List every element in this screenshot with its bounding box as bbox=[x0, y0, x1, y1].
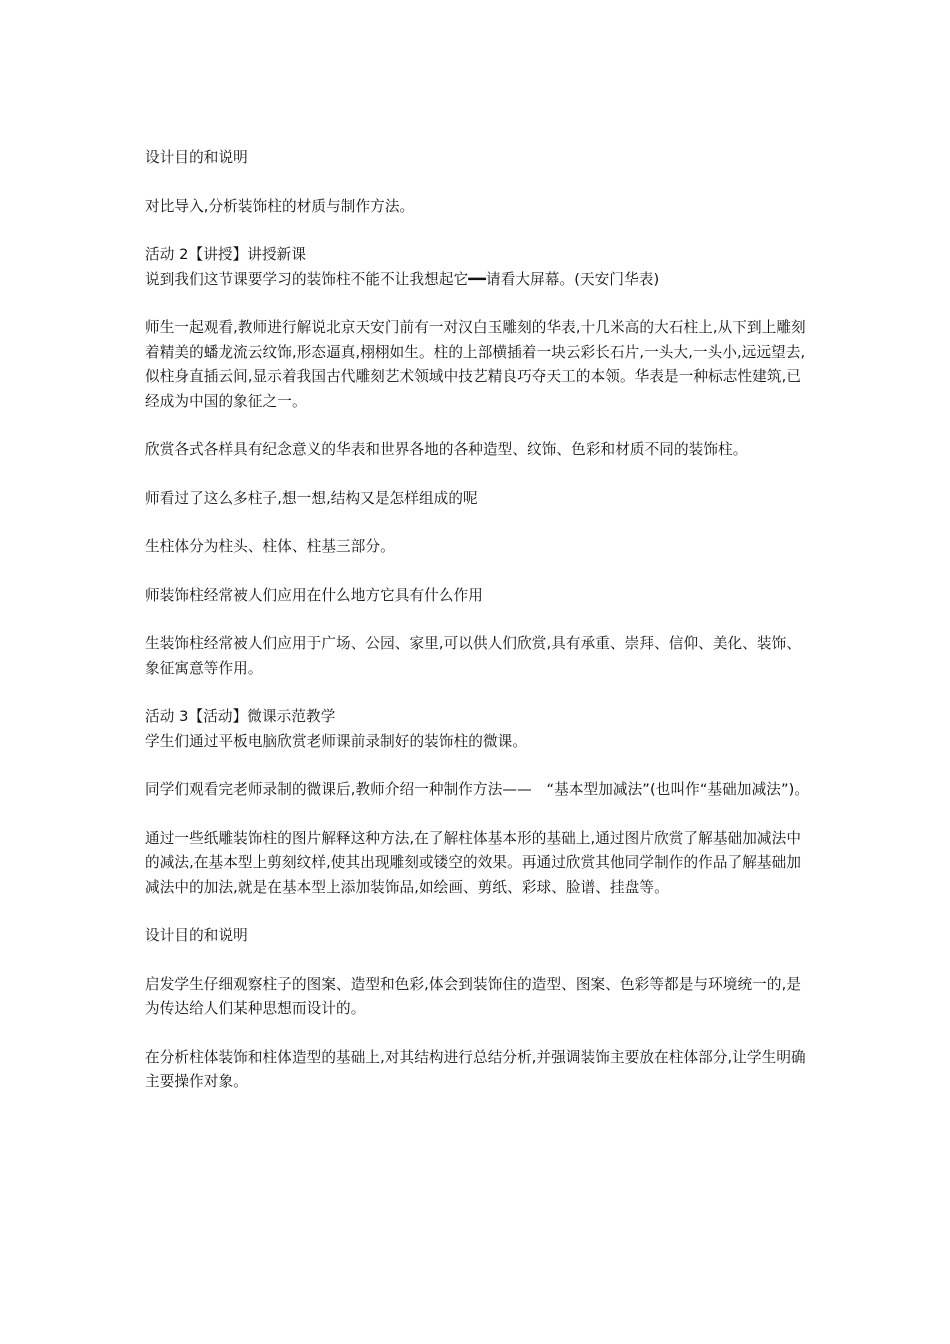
paragraph: 师生一起观看,教师进行解说北京天安门前有一对汉白玉雕刻的华表,十几米高的大石柱上,从下到上雕刻着精美的蟠龙流云纹饰,形态逼真,栩栩如生。柱的上部横插着一块云彩长石片,一头大,一头小,远远望去,似柱身直插云间,显示着我国古代雕刻艺术领域中技艺精良巧夺天工的本领。华表是一种标志性建筑,已经成为中国的象征之一。 bbox=[145, 319, 806, 410]
paragraph: 师装饰柱经常被人们应用在什么地方它具有什么作用 bbox=[145, 586, 483, 604]
section-heading: 设计目的和说明 bbox=[145, 927, 248, 944]
paragraph: 生柱体分为柱头、柱体、柱基三部分。 bbox=[145, 538, 395, 555]
paragraph: 对比导入,分析装饰柱的材质与制作方法。 bbox=[145, 197, 415, 215]
paragraph: 启发学生仔细观察柱子的图案、造型和色彩,体会到装饰住的造型、图案、色彩等都是与环境统一的,是为传达给人们某种思想而设计的。 bbox=[145, 975, 802, 1017]
document-body bbox=[145, 146, 813, 1095]
paragraph: 师看过了这么多柱子,想一想,结构又是怎样组成的呢 bbox=[145, 489, 478, 507]
paragraph: 同学们观看完老师录制的微课后,教师介绍一种制作方法—— “基本型加减法”(也叫作“基础加减法”)。 bbox=[145, 781, 810, 798]
paragraph: 在分析柱体装饰和柱体造型的基础上,对其结构进行总结分析,并强调装饰主要放在柱体部分,让学生明确主要操作对象。 bbox=[145, 1048, 806, 1090]
paragraph: 学生们通过平板电脑欣赏老师课前录制好的装饰柱的微课。 bbox=[145, 732, 528, 750]
activity-heading: 活动 3【活动】微课示范教学 bbox=[145, 708, 336, 725]
section-heading: 设计目的和说明 bbox=[145, 149, 248, 166]
paragraph: 生装饰柱经常被人们应用于广场、公园、家里,可以供人们欣赏,具有承重、崇拜、信仰、美化、装饰、象征寓意等作用。 bbox=[145, 635, 802, 677]
paragraph: 欣赏各式各样具有纪念意义的华表和世界各地的各种造型、纹饰、色彩和材质不同的装饰柱。 bbox=[145, 441, 748, 458]
paragraph: 通过一些纸雕装饰柱的图片解释这种方法,在了解柱体基本形的基础上,通过图片欣赏了解基础加减法中的减法,在基本型上剪刻纹样,使其出现雕刻或镂空的效果。再通过欣赏其他同学制作的作品了解基础加减法中的加法,就是在基本型上添加装饰品,如绘画、剪纸、彩球、脸谱、挂盘等。 bbox=[145, 829, 802, 896]
activity-heading: 活动 2【讲授】讲授新课 bbox=[145, 246, 307, 263]
paragraph: 说到我们这节课要学习的装饰柱不能不让我想起它━━请看大屏幕。(天安门华表) bbox=[145, 270, 660, 288]
